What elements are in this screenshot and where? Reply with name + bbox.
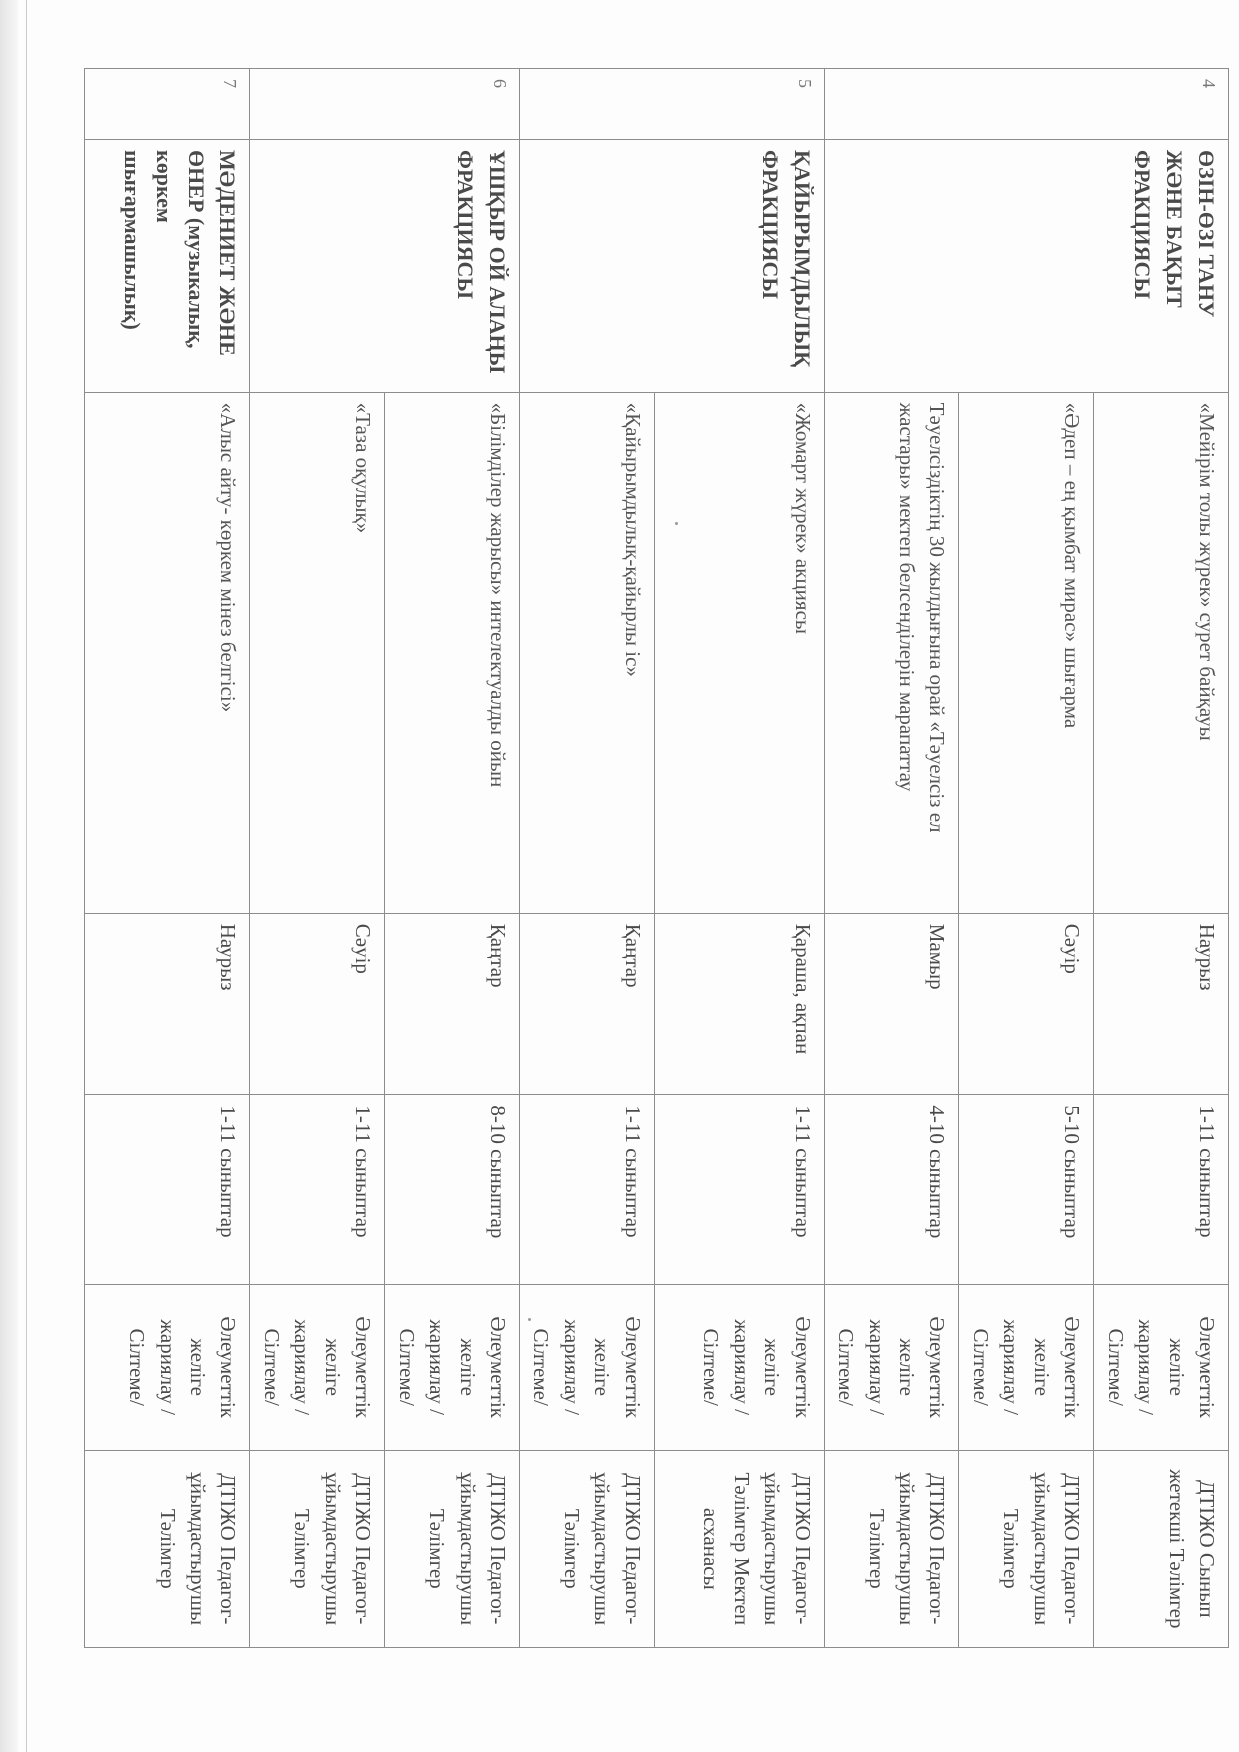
fraction-name: ҰШҚЫР ОЙ АЛАҢЫ ФРАКЦИЯСЫ [250, 140, 520, 393]
row-number: 5 [520, 69, 825, 140]
event-name: «Қайырымдылық-қайырлы іс» [520, 392, 655, 913]
event-format: Әлеуметтік желіге жариялау /Сілтеме/ [250, 1284, 385, 1450]
event-format: Әлеуметтік желіге жариялау /Сілтеме/ [385, 1284, 520, 1450]
event-name: «Алыс айту- көркем мінез белгісі» [85, 392, 251, 913]
table-row [654, 69, 824, 1648]
event-format: Әлеуметтік желіге жариялау /Сілтеме/ [959, 1284, 1094, 1450]
event-format: Әлеуметтік желіге жариялау /Сілтеме/ [654, 1284, 824, 1450]
event-responsible: ДТІЖО Педагог-ұйымдастырушы Тәлімгер [385, 1450, 520, 1647]
scan-edge [0, 0, 18, 1752]
row-number: 4 [824, 69, 1228, 140]
event-target: 1-11 сыныптар [654, 1095, 824, 1284]
scan-speck [528, 1318, 531, 1321]
event-name: «Таза оқулық» [250, 392, 385, 913]
event-target: 1-11 сыныптар [520, 1095, 655, 1284]
event-date: Сәуір [250, 913, 385, 1095]
event-name: Тәуелсіздіктің 30 жылдығына орай «Тәуелсіз ел жастары» мектеп белсенділерін марапаттау [824, 392, 959, 913]
event-name: «Мейірім толы жүрек» сурет байқауы [1094, 392, 1229, 913]
event-target: 1-11 сыныптар [1094, 1095, 1229, 1284]
event-date: Қараша, ақпан [654, 913, 824, 1095]
scan-speck [675, 522, 678, 525]
event-target: 1-11 сыныптар [85, 1095, 251, 1284]
scan-line [26, 0, 27, 1752]
table-row [385, 69, 520, 1648]
event-date: Сәуір [959, 913, 1094, 1095]
event-date: Қаңтар [520, 913, 655, 1095]
table-row [1094, 69, 1229, 1648]
fraction-name: МӘДЕНИЕТ ЖӘНЕ ӨНЕР (музыкалық, көркем шығармашылық) [85, 140, 251, 393]
event-responsible: ДТІЖО Педагог-ұйымдастырушы Тәлімгер [959, 1450, 1094, 1647]
event-date: Наурыз [85, 913, 251, 1095]
event-format: Әлеуметтік желіге жариялау /Сілтеме/ [824, 1284, 959, 1450]
plan-table [84, 68, 1229, 1648]
event-target: 1-11 сыныптар [250, 1095, 385, 1284]
event-name: «Білімділер жарысы» интелектуалды ойын [385, 392, 520, 913]
event-format: Әлеуметтік желіге жариялау /Сілтеме/ [520, 1284, 655, 1450]
event-responsible: ДТІЖО Педагог-ұйымдастырушы Тәлімгер [85, 1450, 251, 1647]
fraction-name: ӨЗІН-ӨЗІ ТАНУ ЖӘНЕ БАҚЫТ ФРАКЦИЯСЫ [824, 140, 1228, 393]
event-responsible: ДТІЖО Педагог-ұйымдастырушы Тәлімгер [250, 1450, 385, 1647]
rotated-page [84, 68, 1229, 1648]
event-target: 4-10 сыныптар [824, 1095, 959, 1284]
event-format: Әлеуметтік желіге жариялау /Сілтеме/ [1094, 1284, 1229, 1450]
event-name: «Жомарт жүрек» акциясы [654, 392, 824, 913]
row-number: 7 [85, 69, 251, 140]
fraction-name: ҚАЙЫРЫМДЫЛЫҚ ФРАКЦИЯСЫ [520, 140, 825, 393]
event-date: Наурыз [1094, 913, 1229, 1095]
table-row [85, 69, 251, 1648]
event-responsible: ДТІЖО Педагог-ұйымдастырушы Тәлімгер [824, 1450, 959, 1647]
event-responsible: ДТІЖО Педагог-ұйымдастырушы Тәлімгер [520, 1450, 655, 1647]
event-date: Қаңтар [385, 913, 520, 1095]
row-number: 6 [250, 69, 520, 140]
event-date: Мамыр [824, 913, 959, 1095]
event-target: 5-10 сыныптар [959, 1095, 1094, 1284]
event-format: Әлеуметтік желіге жариялау /Сілтеме/ [85, 1284, 251, 1450]
event-target: 8-10 сыныптар [385, 1095, 520, 1284]
event-responsible: ДТІЖО Сынып жетекші Тәлімгер [1094, 1450, 1229, 1647]
event-responsible: ДТІЖО Педагог-ұйымдастырушы Тәлімгер Мектеп асханасы [654, 1450, 824, 1647]
event-name: «Әдеп – ең қымбат мирас» шығарма [959, 392, 1094, 913]
